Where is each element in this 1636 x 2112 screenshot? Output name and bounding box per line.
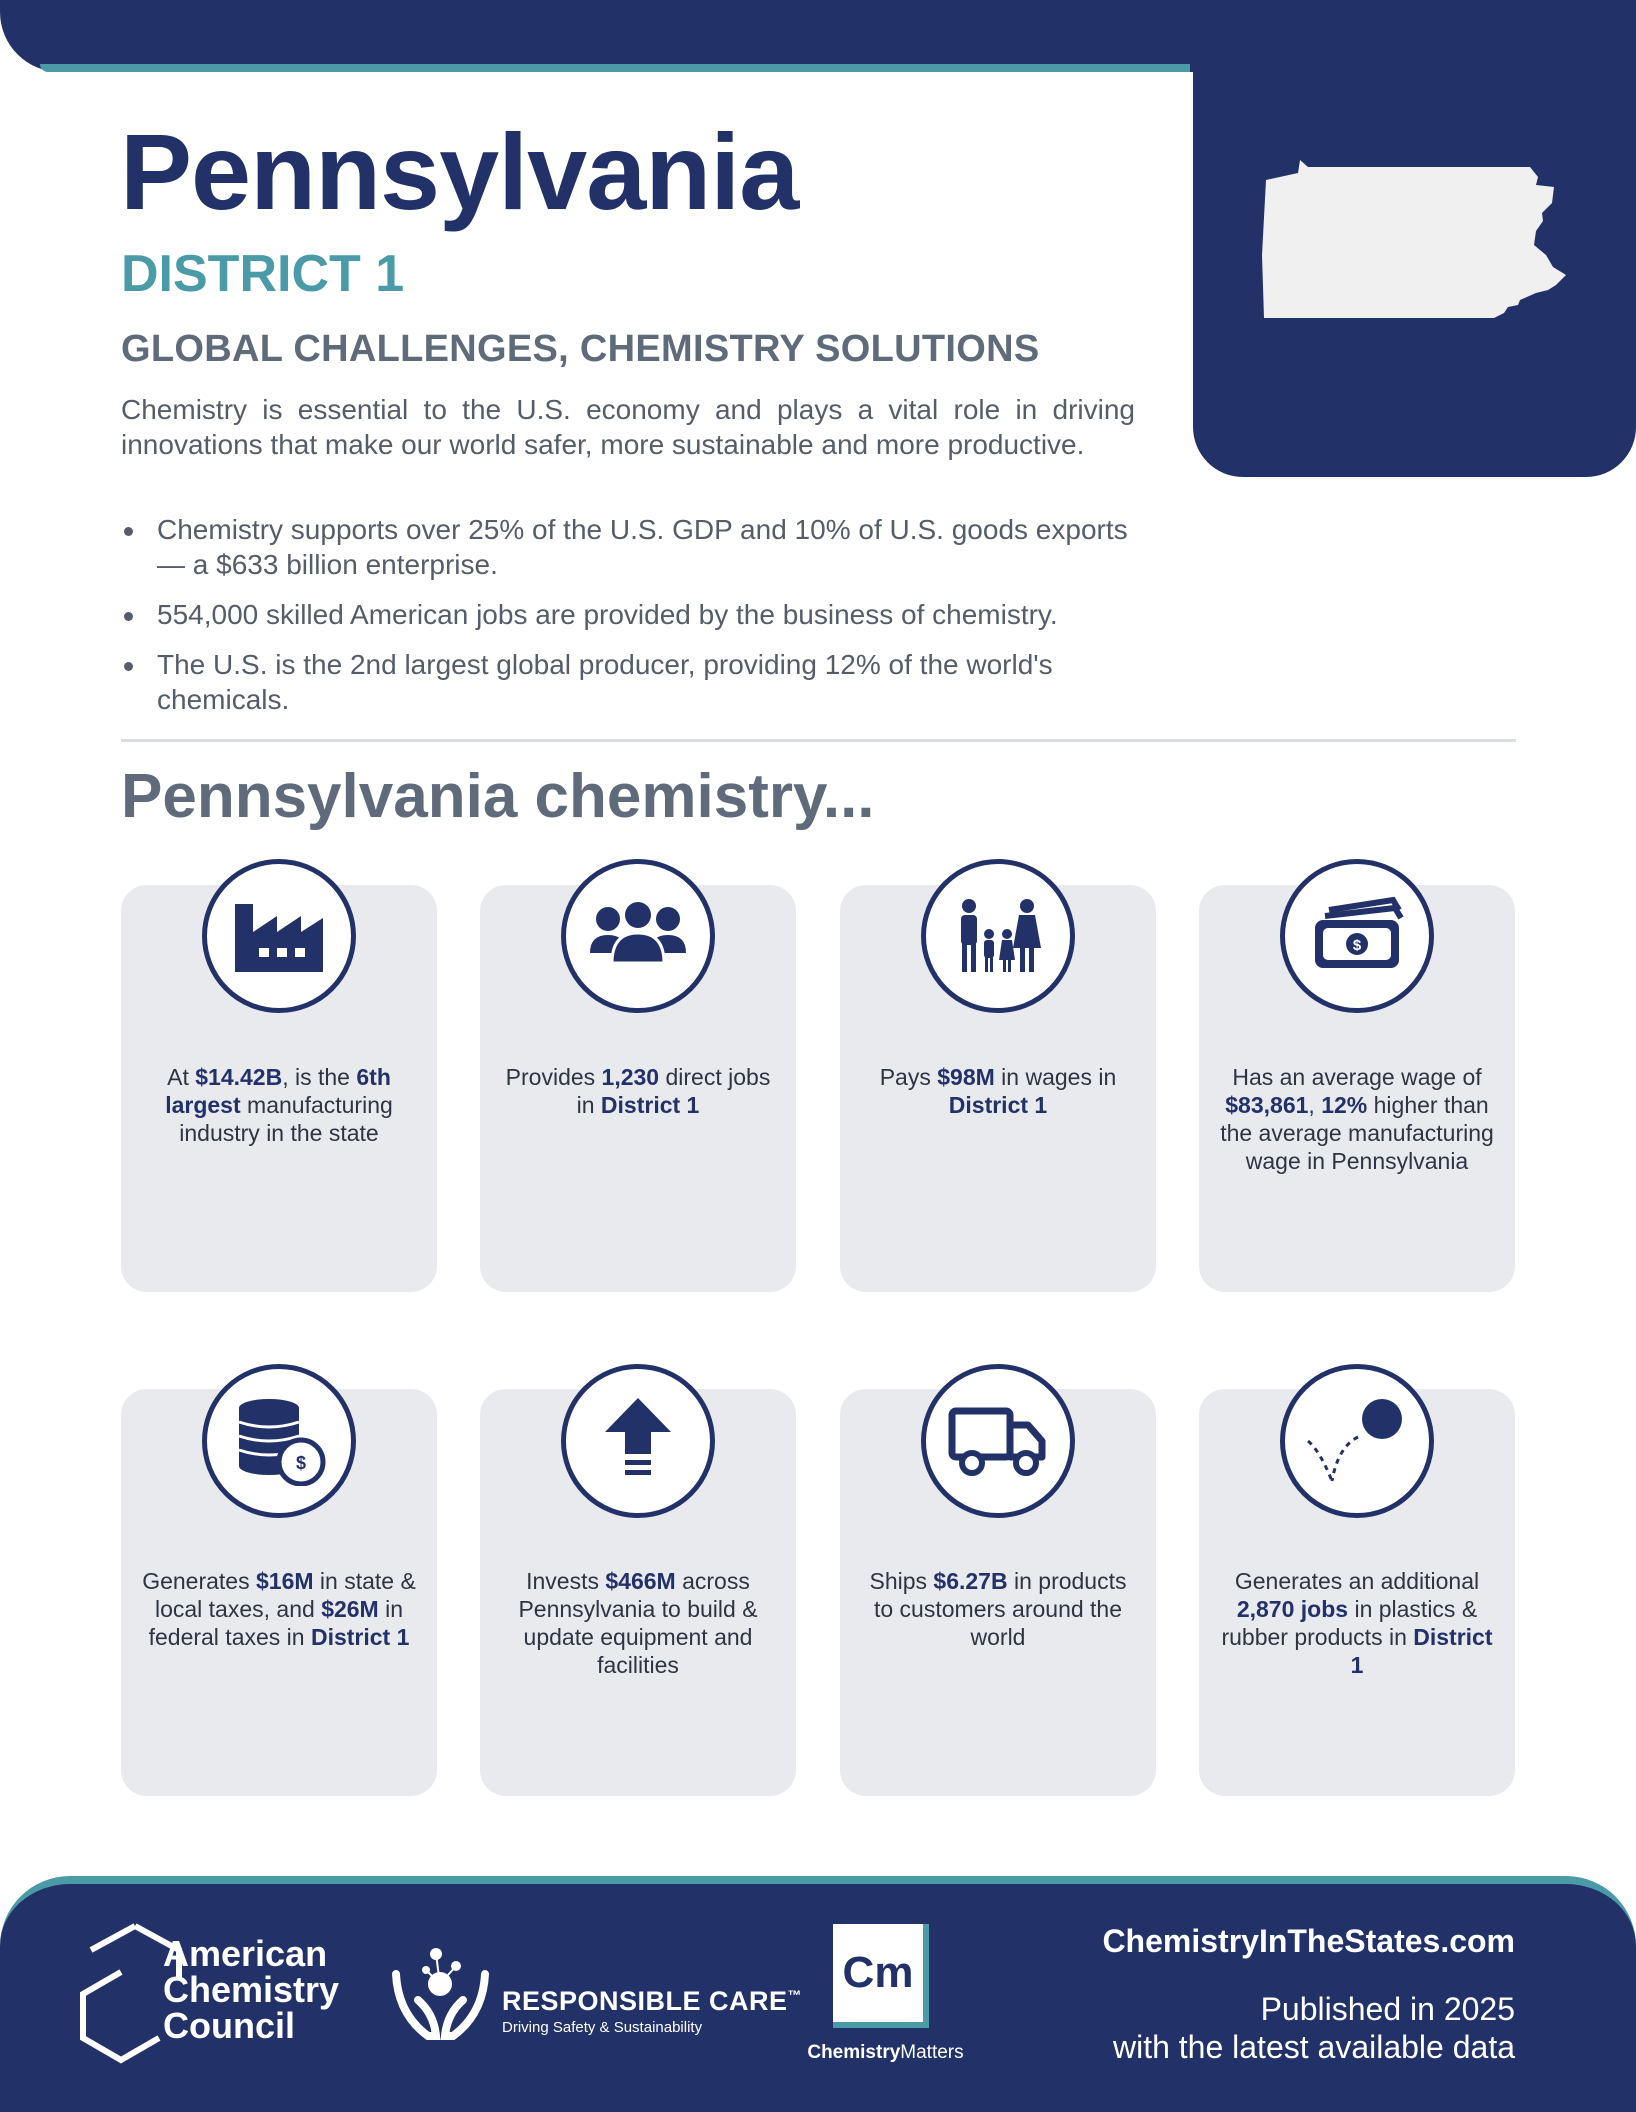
acc-line-1: American [163,1933,328,1974]
acc-logo-text [163,1933,340,2046]
district-label: DISTRICT 1 [121,245,405,303]
upload-arrow-icon [561,1364,715,1518]
website-link[interactable]: ChemistryInTheStates.com [1102,1923,1515,1959]
plastic-pellet-icon [1280,1364,1434,1518]
stat-text-shipments: Ships $6.27B in products to customers around the world [869,1568,1127,1650]
chemistry-matters-logo [833,1924,929,2028]
stat-text-wages: Pays $98M in wages in District 1 [879,1064,1117,1118]
stat-text-average-wage: Has an average wage of $83,861, 12% higher than the average manufacturing wage in Pennsylvania [1220,1064,1494,1174]
fact-item: The U.S. is the 2nd largest global producer, providing 12% of the world's chemicals. [121,647,1151,717]
stat-text-industry-rank: At $14.42B, is the 6th largest manufacturing industry in the state [165,1064,393,1146]
people-group-icon [561,859,715,1013]
fact-item: 554,000 skilled American jobs are provided by the business of chemistry. [121,597,1151,632]
published-line-2: with the latest available data [1112,2029,1515,2065]
top-band-accent [40,64,1190,72]
published-line-1: Published in 2025 [1260,1991,1515,2027]
stat-text-plastics-jobs: Generates an additional 2,870 jobs in plastics & rubber products in District 1 [1221,1568,1493,1678]
fact-item: Chemistry supports over 25% of the U.S. GDP and 10% of U.S. goods exports — a $633 billion enterprise. [121,512,1151,582]
factory-icon [202,859,356,1013]
family-icon [921,859,1075,1013]
stat-text-investment: Invests $466M across Pennsylvania to build & update equipment and facilities [518,1568,758,1678]
acc-line-2: Chemistry [163,1969,340,2010]
coins-icon [202,1364,356,1518]
published-note [1065,1990,1515,2066]
pennsylvania-map-icon [1258,155,1568,340]
page-title: Pennsylvania [120,111,799,232]
section-divider [121,739,1516,742]
state-chemistry-heading: Pennsylvania chemistry... [121,762,875,831]
responsible-care-subtitle: Driving Safety & Sustainability [502,2019,703,2036]
svg-text:$: $ [1352,937,1362,954]
acc-line-3: Council [163,2005,295,2046]
stat-text-direct-jobs: Provides 1,230 direct jobs in District 1 [505,1064,771,1118]
section-heading: GLOBAL CHALLENGES, CHEMISTRY SOLUTIONS [121,328,1040,370]
responsible-care-hands-icon [388,1944,493,2044]
chemistry-matters-label: ChemistryMatters [807,2042,964,2063]
intro-paragraph: Chemistry is essential to the U.S. economy and plays a vital role in driving innovations that make our world safer, more sustainable and more productive. [121,394,1135,460]
svg-text:$: $ [295,1453,307,1473]
stat-text-taxes: Generates $16M in state & local taxes, and $26M in federal taxes in District 1 [142,1568,416,1650]
state-map-panel [1193,0,1636,477]
responsible-care-title: RESPONSIBLE CARE™ [502,1986,803,2016]
money-stack-icon [1280,859,1434,1013]
fact-list [121,512,1151,732]
delivery-truck-icon [921,1364,1075,1518]
cm-mark: Cm [842,1948,914,1997]
